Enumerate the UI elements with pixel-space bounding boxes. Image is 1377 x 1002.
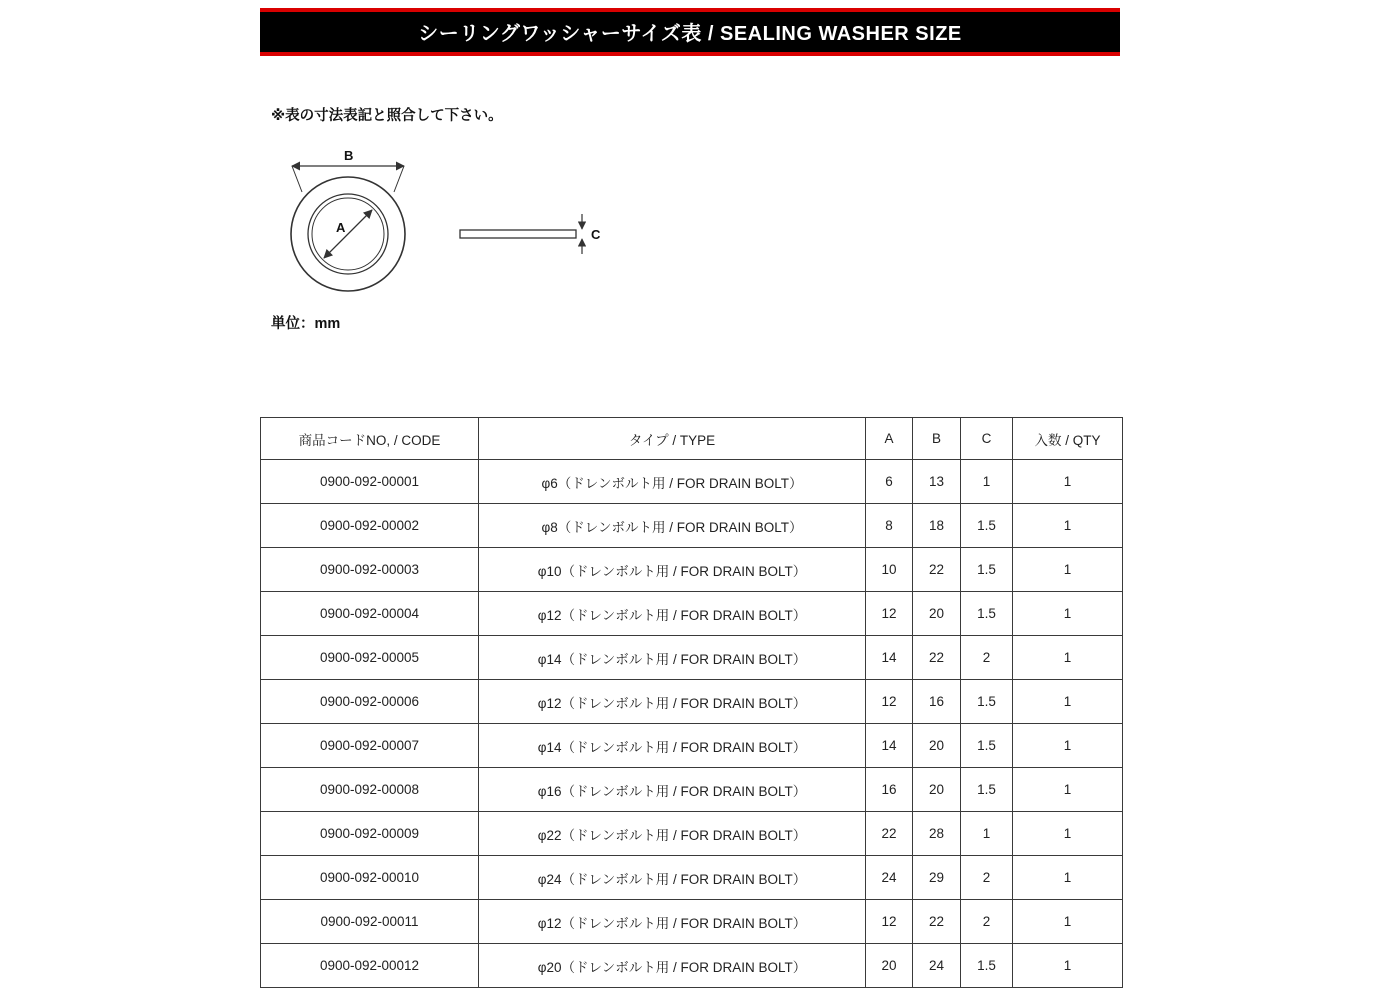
cell-qty: 1 [1013, 504, 1123, 548]
header-qty: 入数 / QTY [1013, 418, 1123, 460]
dimension-b-label: B [344, 148, 354, 163]
table-row [261, 900, 1123, 944]
table-header [261, 418, 1123, 460]
cell-type: φ22（ドレンボルト用 / FOR DRAIN BOLT） [479, 812, 866, 856]
cell-b: 24 [913, 944, 961, 988]
cell-a: 16 [866, 768, 913, 812]
cell-qty: 1 [1013, 724, 1123, 768]
cell-c: 1.5 [961, 724, 1013, 768]
cell-b: 20 [913, 592, 961, 636]
cell-a: 14 [866, 636, 913, 680]
cell-code: 0900-092-00008 [261, 768, 479, 812]
cell-c: 1.5 [961, 548, 1013, 592]
cell-type: φ12（ドレンボルト用 / FOR DRAIN BOLT） [479, 900, 866, 944]
cell-qty: 1 [1013, 592, 1123, 636]
header-a: A [866, 418, 913, 460]
cell-a: 20 [866, 944, 913, 988]
header-type: タイプ / TYPE [479, 418, 866, 460]
cell-code: 0900-092-00010 [261, 856, 479, 900]
cell-b: 22 [913, 900, 961, 944]
cell-b: 18 [913, 504, 961, 548]
table-row [261, 460, 1123, 504]
cell-qty: 1 [1013, 812, 1123, 856]
cell-code: 0900-092-00005 [261, 636, 479, 680]
header-c: C [961, 418, 1013, 460]
cell-type: φ20（ドレンボルト用 / FOR DRAIN BOLT） [479, 944, 866, 988]
table-row [261, 768, 1123, 812]
table-header-row [261, 418, 1123, 460]
washer-front-view [291, 148, 405, 291]
cell-code: 0900-092-00006 [261, 680, 479, 724]
table-row [261, 680, 1123, 724]
cell-c: 1 [961, 460, 1013, 504]
cell-b: 29 [913, 856, 961, 900]
table-row [261, 944, 1123, 988]
cell-c: 1.5 [961, 592, 1013, 636]
cell-a: 6 [866, 460, 913, 504]
header-code: 商品コードNO, / CODE [261, 418, 479, 460]
cell-c: 2 [961, 636, 1013, 680]
table-row [261, 724, 1123, 768]
cell-qty: 1 [1013, 548, 1123, 592]
sealing-washer-size-table [260, 417, 1123, 988]
cell-qty: 1 [1013, 768, 1123, 812]
cell-type: φ14（ドレンボルト用 / FOR DRAIN BOLT） [479, 636, 866, 680]
cell-qty: 1 [1013, 636, 1123, 680]
table-row [261, 548, 1123, 592]
cell-b: 16 [913, 680, 961, 724]
cell-b: 22 [913, 548, 961, 592]
cell-code: 0900-092-00002 [261, 504, 479, 548]
cell-c: 1.5 [961, 944, 1013, 988]
cell-code: 0900-092-00007 [261, 724, 479, 768]
cell-qty: 1 [1013, 680, 1123, 724]
cell-a: 24 [866, 856, 913, 900]
cell-code: 0900-092-00001 [261, 460, 479, 504]
cell-b: 13 [913, 460, 961, 504]
cell-a: 14 [866, 724, 913, 768]
washer-side-view [460, 214, 601, 254]
cell-b: 20 [913, 768, 961, 812]
unit-label: 単位：mm [271, 316, 341, 332]
cell-b: 28 [913, 812, 961, 856]
cell-a: 12 [866, 680, 913, 724]
cell-qty: 1 [1013, 900, 1123, 944]
table-row [261, 812, 1123, 856]
table-row [261, 592, 1123, 636]
cell-code: 0900-092-00004 [261, 592, 479, 636]
cell-code: 0900-092-00011 [261, 900, 479, 944]
table-row [261, 504, 1123, 548]
table-row [261, 856, 1123, 900]
dimension-c-label: C [591, 227, 601, 242]
cell-qty: 1 [1013, 856, 1123, 900]
note-text: ※表の寸法表記と照合して下さい。 [271, 108, 503, 124]
cell-code: 0900-092-00012 [261, 944, 479, 988]
cell-c: 1.5 [961, 680, 1013, 724]
cell-type: φ16（ドレンボルト用 / FOR DRAIN BOLT） [479, 768, 866, 812]
cell-type: φ12（ドレンボルト用 / FOR DRAIN BOLT） [479, 592, 866, 636]
cell-c: 1 [961, 812, 1013, 856]
cell-a: 8 [866, 504, 913, 548]
washer-diagram [268, 146, 613, 311]
cell-c: 2 [961, 900, 1013, 944]
cell-a: 12 [866, 592, 913, 636]
cell-c: 1.5 [961, 504, 1013, 548]
cell-code: 0900-092-00009 [261, 812, 479, 856]
cell-type: φ8（ドレンボルト用 / FOR DRAIN BOLT） [479, 504, 866, 548]
cell-type: φ12（ドレンボルト用 / FOR DRAIN BOLT） [479, 680, 866, 724]
cell-type: φ24（ドレンボルト用 / FOR DRAIN BOLT） [479, 856, 866, 900]
cell-type: φ14（ドレンボルト用 / FOR DRAIN BOLT） [479, 724, 866, 768]
cell-a: 12 [866, 900, 913, 944]
dimension-a-label: A [336, 220, 346, 235]
table-body [261, 460, 1123, 988]
cell-c: 1.5 [961, 768, 1013, 812]
page-title: シーリングワッシャーサイズ表 / SEALING WASHER SIZE [260, 8, 1120, 56]
cell-code: 0900-092-00003 [261, 548, 479, 592]
cell-qty: 1 [1013, 460, 1123, 504]
cell-a: 22 [866, 812, 913, 856]
header-b: B [913, 418, 961, 460]
cell-b: 22 [913, 636, 961, 680]
cell-a: 10 [866, 548, 913, 592]
cell-b: 20 [913, 724, 961, 768]
cell-type: φ6（ドレンボルト用 / FOR DRAIN BOLT） [479, 460, 866, 504]
table-row [261, 636, 1123, 680]
cell-qty: 1 [1013, 944, 1123, 988]
cell-c: 2 [961, 856, 1013, 900]
cell-type: φ10（ドレンボルト用 / FOR DRAIN BOLT） [479, 548, 866, 592]
